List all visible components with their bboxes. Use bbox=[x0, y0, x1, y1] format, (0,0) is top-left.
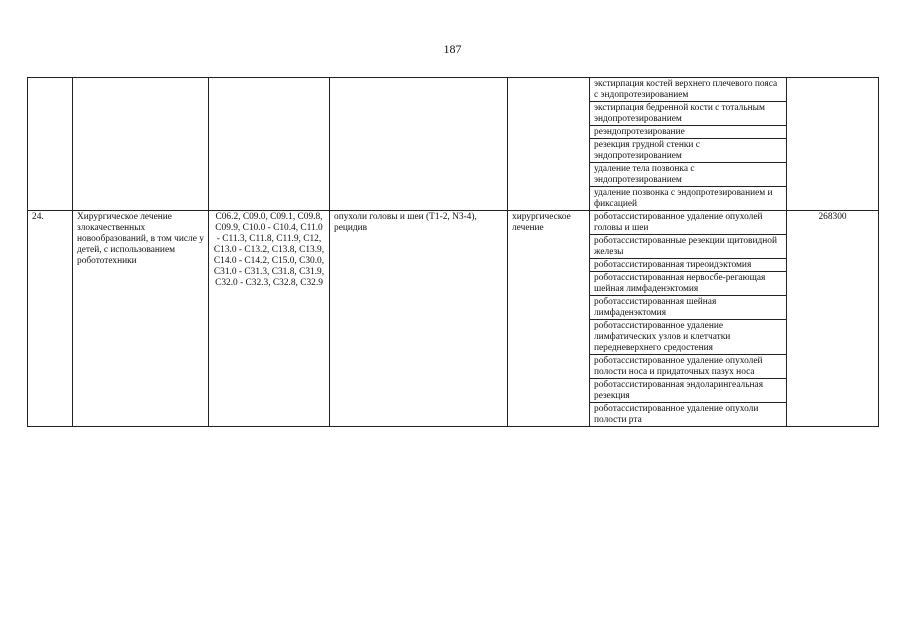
cell-number-empty bbox=[28, 78, 73, 211]
codes-cell: C06.2, C09.0, C09.1, C09.8, C09.9, C10.0 - C10.4, C11.0 - C11.3, C11.8, C11.9, C12, C13.0 - C13.2, C13.8, C13.9, C14.0 - C14.2, C15.0, C30.0, C31.0 - C31.3, C31.8, C31.9, C32.0 - C32.3, C32.8, C32.9 bbox=[209, 211, 330, 427]
method-cell: экстирпация костей верхнего плечевого пояса с эндопротезированием bbox=[590, 78, 787, 102]
cell-codes-empty bbox=[209, 78, 330, 211]
row-number: 24. bbox=[28, 211, 73, 427]
services-table bbox=[27, 77, 879, 427]
cell-patient-model-empty bbox=[330, 78, 508, 211]
method-cell: роботассистированное удаление опухолей головы и шеи bbox=[590, 211, 787, 235]
method-cell: роботассистированные резекции щитовидной железы bbox=[590, 235, 787, 259]
patient-model-cell: опухоли головы и шеи (T1-2, N3-4), рецидив bbox=[330, 211, 508, 427]
row-24-method-1 bbox=[28, 211, 879, 235]
cell-treatment-empty bbox=[508, 78, 590, 211]
cell-price-empty bbox=[787, 78, 879, 211]
method-cell: роботассистированная тиреоидэктомия bbox=[590, 259, 787, 272]
profile-cell: Хирургическое лечение злокачественных новообразований, в том числе у детей, с использованием робототехники bbox=[73, 211, 209, 427]
method-cell: роботассистированная нервосбе-регающая шейная лимфаденэктомия bbox=[590, 272, 787, 296]
price-cell: 268300 bbox=[787, 211, 879, 427]
method-cell: роботассистированное удаление лимфатических узлов и клетчатки передневерхнего средостения bbox=[590, 320, 787, 355]
method-cell: экстирпация бедренной кости с тотальным эндопротезированием bbox=[590, 102, 787, 126]
cell-profile-empty bbox=[73, 78, 209, 211]
method-cell: удаление тела позвонка с эндопротезированием bbox=[590, 163, 787, 187]
method-cell: роботассистированная эндоларингеальная резекция bbox=[590, 379, 787, 403]
method-cell: удаление позвонка с эндопротезированием и фиксацией bbox=[590, 187, 787, 211]
method-cell: роботассистированное удаление опухолей полости носа и придаточных пазух носа bbox=[590, 355, 787, 379]
method-cell: роботассистированная шейная лимфаденэктомия bbox=[590, 296, 787, 320]
method-cell: реэндопротезирование bbox=[590, 126, 787, 139]
method-cell: резекция грудной стенки с эндопротезированием bbox=[590, 139, 787, 163]
continued-row-1 bbox=[28, 78, 879, 102]
method-cell: роботассистированное удаление опухоли полости рта bbox=[590, 403, 787, 427]
treatment-type-cell: хирургическое лечение bbox=[508, 211, 590, 427]
page-number: 187 bbox=[443, 42, 462, 56]
